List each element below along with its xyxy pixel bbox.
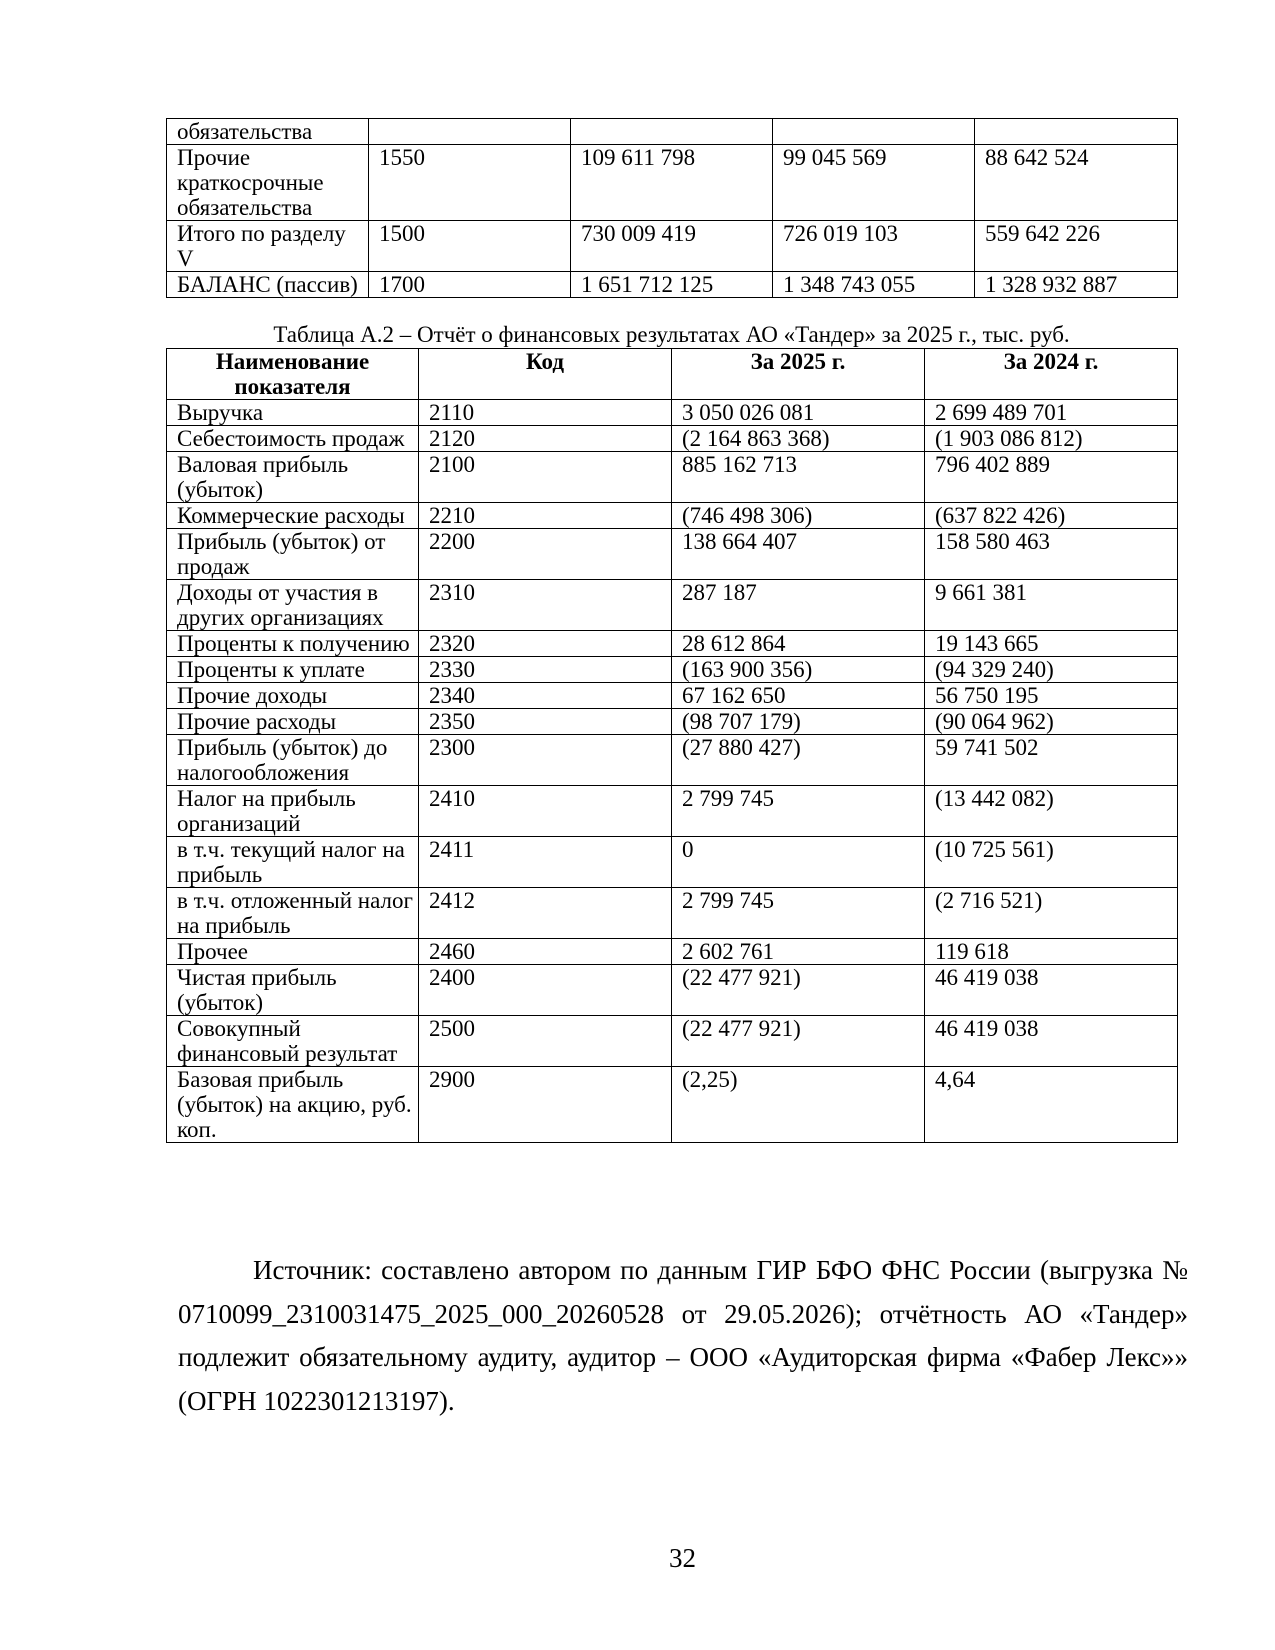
table-cell: 1700	[369, 272, 571, 298]
table-cell: 1500	[369, 221, 571, 272]
table-cell: Прочее	[167, 939, 419, 965]
table-cell: (10 725 561)	[925, 837, 1178, 888]
table-cell: 2412	[419, 888, 672, 939]
table-row	[167, 221, 1178, 272]
table-cell: 1550	[369, 145, 571, 221]
table-cell: Прочие краткосрочные обязательства	[167, 145, 369, 221]
table-cell: 2900	[419, 1067, 672, 1143]
table-cell: 9 661 381	[925, 580, 1178, 631]
table-row	[167, 1016, 1178, 1067]
table-cell: Итого по разделу V	[167, 221, 369, 272]
table-cell: 2350	[419, 709, 672, 735]
header-cell: За 2024 г.	[925, 349, 1178, 400]
table-cell: Налог на прибыль организаций	[167, 786, 419, 837]
table-cell: (2 164 863 368)	[672, 426, 925, 452]
table-cell: 3 050 026 081	[672, 400, 925, 426]
table-cell: 885 162 713	[672, 452, 925, 503]
table-cell	[369, 119, 571, 145]
table-cell: 2411	[419, 837, 672, 888]
table-cell: 726 019 103	[773, 221, 975, 272]
table-row	[167, 888, 1178, 939]
table-cell: 2120	[419, 426, 672, 452]
table-cell: Проценты к уплате	[167, 657, 419, 683]
table-cell: 109 611 798	[571, 145, 773, 221]
table-row	[167, 683, 1178, 709]
table-cell: 287 187	[672, 580, 925, 631]
table-row	[167, 580, 1178, 631]
table-caption: Таблица А.2 – Отчёт о финансовых результатах АО «Тандер» за 2025 г., тыс. руб.	[273, 322, 1070, 347]
table-row	[167, 786, 1178, 837]
table-row	[167, 119, 1178, 145]
table-cell: 2500	[419, 1016, 672, 1067]
table-cell: в т.ч. отложенный налог на прибыль	[167, 888, 419, 939]
table-row	[167, 529, 1178, 580]
table-cell: 67 162 650	[672, 683, 925, 709]
table-cell: (1 903 086 812)	[925, 426, 1178, 452]
table-cell: 2 799 745	[672, 888, 925, 939]
table-cell: Совокупный финансовый результат	[167, 1016, 419, 1067]
table-cell: Чистая прибыль (убыток)	[167, 965, 419, 1016]
table-cell: 138 664 407	[672, 529, 925, 580]
table-cell: обязательства	[167, 119, 369, 145]
table-cell: 2200	[419, 529, 672, 580]
table-cell: 730 009 419	[571, 221, 773, 272]
table-cell: 0	[672, 837, 925, 888]
balance-table-continuation	[166, 118, 1178, 298]
table-cell: (27 880 427)	[672, 735, 925, 786]
table-cell: 2100	[419, 452, 672, 503]
table-cell: (90 064 962)	[925, 709, 1178, 735]
table-cell: 2330	[419, 657, 672, 683]
table-cell: 559 642 226	[975, 221, 1178, 272]
table-cell: 2300	[419, 735, 672, 786]
financial-results-table	[166, 348, 1178, 1143]
table-cell: 119 618	[925, 939, 1178, 965]
table-cell: Прочие доходы	[167, 683, 419, 709]
table-cell: 46 419 038	[925, 1016, 1178, 1067]
table-cell: Прибыль (убыток) до налогообложения	[167, 735, 419, 786]
table-cell: 2 699 489 701	[925, 400, 1178, 426]
table-cell: 2320	[419, 631, 672, 657]
table-cell: (22 477 921)	[672, 965, 925, 1016]
table-cell: 99 045 569	[773, 145, 975, 221]
table-cell	[773, 119, 975, 145]
table-cell: Базовая прибыль (убыток) на акцию, руб. коп.	[167, 1067, 419, 1143]
table-cell: 796 402 889	[925, 452, 1178, 503]
header-row	[167, 349, 1178, 400]
table-cell: 46 419 038	[925, 965, 1178, 1016]
table-row	[167, 965, 1178, 1016]
table-cell: 2110	[419, 400, 672, 426]
table-cell: (94 329 240)	[925, 657, 1178, 683]
table-row	[167, 426, 1178, 452]
table-row	[167, 400, 1178, 426]
table-row	[167, 837, 1178, 888]
table-row	[167, 709, 1178, 735]
table-cell: (98 707 179)	[672, 709, 925, 735]
table-row	[167, 657, 1178, 683]
table-cell: Выручка	[167, 400, 419, 426]
table-cell: Доходы от участия в других организациях	[167, 580, 419, 631]
table-cell: 2310	[419, 580, 672, 631]
table-cell: 2210	[419, 503, 672, 529]
table-cell: (637 822 426)	[925, 503, 1178, 529]
table-row	[167, 452, 1178, 503]
source-note: Источник: составлено автором по данным ГИР БФО ФНС России (выгрузка № 0710099_2310031475_2025_000_20260528 от 29.05.2026); отчётность АО «Тандер» подлежит обязательному аудиту, аудитор – ООО «Аудиторская фирма «Фабер Лекс»» (ОГРН 1022301213197).	[178, 1255, 1188, 1416]
header-cell: Код	[419, 349, 672, 400]
header-cell: За 2025 г.	[672, 349, 925, 400]
table-cell	[975, 119, 1178, 145]
table-cell: 1 348 743 055	[773, 272, 975, 298]
table-cell: (22 477 921)	[672, 1016, 925, 1067]
table-cell: 4,64	[925, 1067, 1178, 1143]
table-cell: Валовая прибыль (убыток)	[167, 452, 419, 503]
table-cell	[571, 119, 773, 145]
table-row	[167, 1067, 1178, 1143]
page-number: 32	[669, 1543, 696, 1573]
table-cell: 1 328 932 887	[975, 272, 1178, 298]
table-cell: 2 602 761	[672, 939, 925, 965]
table-cell: 1 651 712 125	[571, 272, 773, 298]
table-cell: (746 498 306)	[672, 503, 925, 529]
table-cell: 158 580 463	[925, 529, 1178, 580]
table-cell: (163 900 356)	[672, 657, 925, 683]
table-cell: Прочие расходы	[167, 709, 419, 735]
table-cell: в т.ч. текущий налог на прибыль	[167, 837, 419, 888]
table-cell: 56 750 195	[925, 683, 1178, 709]
table-cell: 59 741 502	[925, 735, 1178, 786]
table-cell: Прибыль (убыток) от продаж	[167, 529, 419, 580]
table-cell: 2410	[419, 786, 672, 837]
table-cell: 28 612 864	[672, 631, 925, 657]
table-row	[167, 272, 1178, 298]
table-cell: (2 716 521)	[925, 888, 1178, 939]
table-cell: 2340	[419, 683, 672, 709]
table-row	[167, 503, 1178, 529]
table-cell: Коммерческие расходы	[167, 503, 419, 529]
table-cell: (13 442 082)	[925, 786, 1178, 837]
table-cell: 2460	[419, 939, 672, 965]
table-row	[167, 735, 1178, 786]
table-row	[167, 145, 1178, 221]
table-row	[167, 631, 1178, 657]
table-cell: БАЛАНС (пассив)	[167, 272, 369, 298]
table-cell: 2 799 745	[672, 786, 925, 837]
table-cell: 2400	[419, 965, 672, 1016]
table-cell: Проценты к получению	[167, 631, 419, 657]
header-cell: Наименование показателя	[167, 349, 419, 400]
table-cell: Себестоимость продаж	[167, 426, 419, 452]
table-cell: 88 642 524	[975, 145, 1178, 221]
table-row	[167, 939, 1178, 965]
table-cell: (2,25)	[672, 1067, 925, 1143]
table-cell: 19 143 665	[925, 631, 1178, 657]
